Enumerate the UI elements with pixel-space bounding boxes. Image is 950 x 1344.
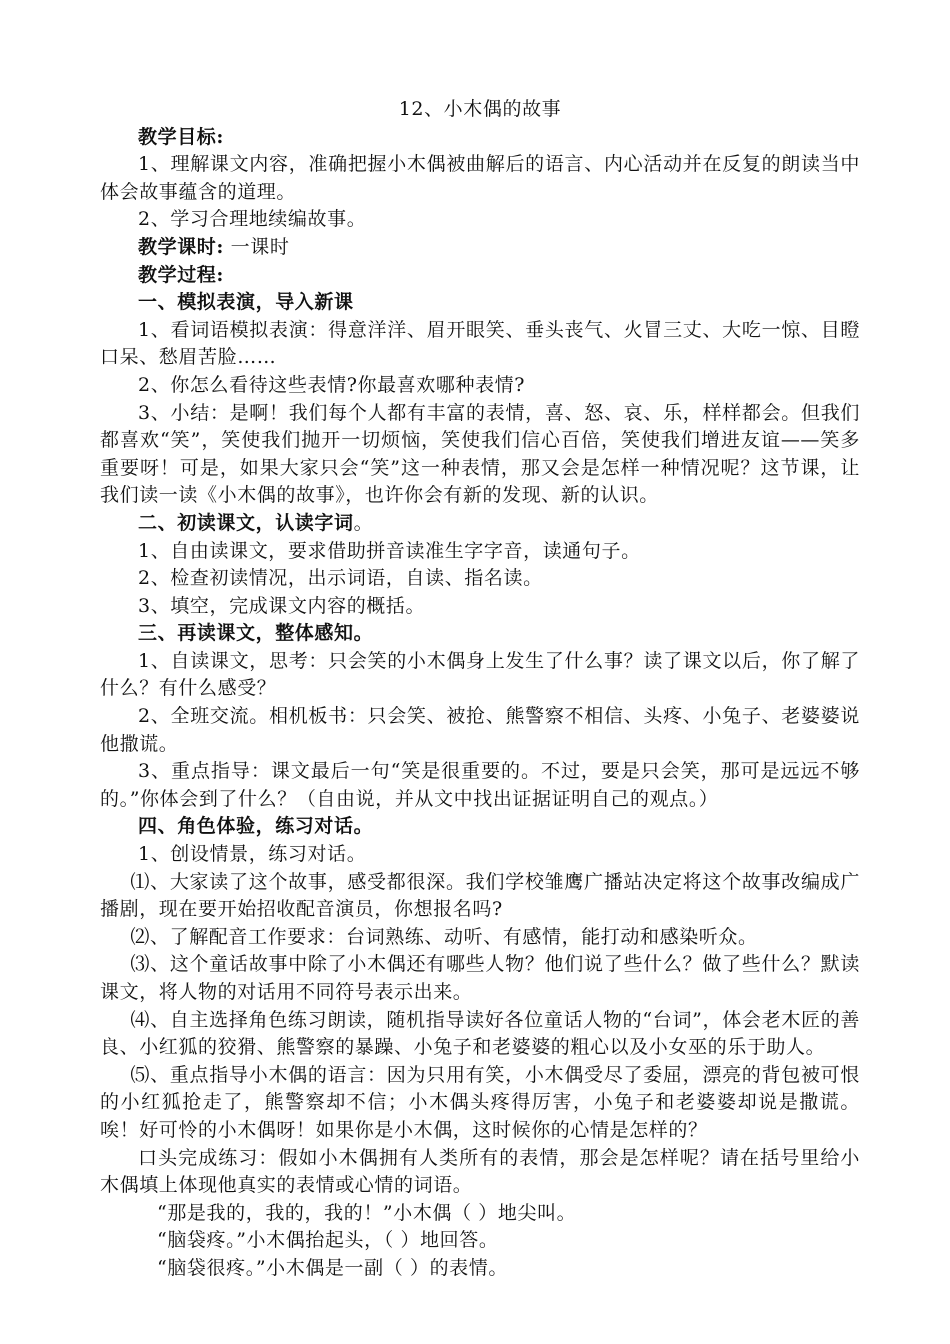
section-1-item-2: 2、你怎么看待这些表情?你最喜欢哪种表情? [138,373,526,396]
section-2-heading: 二、初读课文，认读字词 [138,511,354,534]
section-1-item-3: 3、小结：是啊！我们每个人都有丰富的表情，喜、怒、哀、乐，样样都会。但我们都喜欢“笑”，笑使我们抛开一切烦恼，笑使我们信心百倍，笑使我们增进友谊——笑多重要呀！可是，如果大家只会“笑”这一种表情，那又会是怎样一种情况呢？这节课，让我们读一读《小木偶的故事》，也许你会有新的发现、新的认识。 [100,401,860,507]
lesson-hours [100,234,860,262]
section-2-heading-tail: 。 [353,511,374,534]
goal-1: 1、理解课文内容，准确把握小木偶被曲解后的语言、内心活动并在反复的朗读当中体会故事蕴含的道理。 [100,153,860,203]
section-3-heading: 三、再读课文，整体感知。 [138,622,374,645]
hours-value: 一课时 [224,235,290,258]
section-4-subitem-1: ⑴、大家读了这个故事，感受都很深。我们学校雏鹰广播站决定将这个故事改编成广播剧，现在要开始招收配音演员，你想报名吗? [100,870,860,921]
goal-2: 2、学习合理地续编故事。 [138,208,367,231]
goals-heading: 教学目标: [138,125,225,148]
exercise-quote-1: “那是我的，我的，我的！”小木偶（ ）地尖叫。 [157,1201,577,1224]
section-2-item-3: 3、填空，完成课文内容的概括。 [138,594,426,617]
section-1-heading: 一、模拟表演，导入新课 [138,291,354,314]
section-3-item-3: 3、重点指导：课文最后一句“笑是很重要的。不过，要是只会笑，那可是远远不够的。”你体会到了什么？（自由说，并从文中找出证据证明自己的观点。） [100,760,860,810]
exercise-quote-3: “脑袋很疼。”小木偶是一副（ ）的表情。 [157,1256,508,1279]
process-heading: 教学过程: [138,263,225,286]
section-4-item-1: 1、创设情景，练习对话。 [138,843,367,866]
hours-label: 教学课时: [138,235,225,258]
section-2-item-2: 2、检查初读情况，出示词语，自读、指名读。 [138,567,543,590]
section-1-item-1: 1、看词语模拟表演：得意洋洋、眉开眼笑、垂头丧气、火冒三丈、大吃一惊、目瞪口呆、愁眉苦脸…… [100,318,860,369]
section-3-item-1: 1、自读课文，思考：只会笑的小木偶身上发生了什么事？读了课文以后，你了解了什么？有什么感受？ [100,649,860,700]
section-4-subitem-3: ⑶、这个童话故事中除了小木偶还有哪些人物？他们说了些什么？做了些什么？默读课文，将人物的对话用不同符号表示出来。 [100,953,860,1003]
section-2-heading-line [100,510,860,538]
document-page [100,96,860,1283]
section-4-subitem-5: ⑸、重点指导小木偶的语言：因为只用有笑，小木偶受尽了委屈，漂亮的背包被可恨的小红狐抢走了，熊警察却不信；小木偶头疼得厉害，小兔子和老婆婆却说是撒谎。唉！好可怜的小木偶呀！如果你是小木偶，这时候你的心情是怎样的？ [100,1063,860,1141]
lesson-title: 12、小木偶的故事 [398,98,562,120]
section-4-subitem-2: ⑵、了解配音工作要求：台词熟练、动听、有感情，能打动和感染听众。 [130,925,758,948]
section-4-heading: 四、角色体验，练习对话。 [138,815,374,838]
exercise-quote-2: “脑袋疼。”小木偶抬起头，（ ）地回答。 [157,1229,499,1252]
section-4-subitem-4: ⑷、自主选择角色练习朗读，随机指导读好各位童话人物的“台词”，体会老木匠的善良、小红狐的狡猾、熊警察的暴躁、小兔子和老婆婆的粗心以及小女巫的乐于助人。 [100,1008,860,1059]
oral-exercise: 口头完成练习：假如小木偶拥有人类所有的表情，那会是怎样呢？请在括号里给小木偶填上体现他真实的表情或心情的词语。 [100,1146,860,1197]
section-3-item-2: 2、全班交流。相机板书：只会笑、被抢、熊警察不相信、头疼、小兔子、老婆婆说他撒谎。 [100,705,860,755]
section-2-item-1: 1、自由读课文，要求借助拼音读准生字字音，读通句子。 [138,539,641,562]
